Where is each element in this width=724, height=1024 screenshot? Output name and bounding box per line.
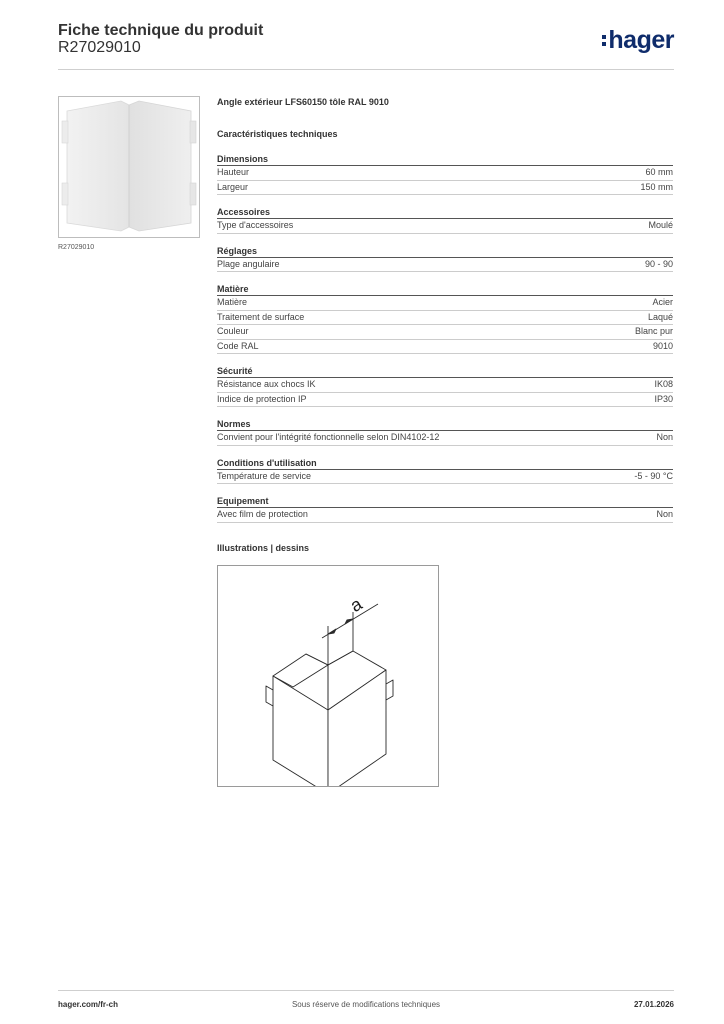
spec-row bbox=[217, 340, 673, 355]
spec-row bbox=[217, 311, 673, 326]
section-title: Accessoires bbox=[217, 205, 673, 219]
page-footer bbox=[58, 990, 674, 1014]
logo-dots-icon bbox=[602, 35, 606, 46]
spec-row bbox=[217, 219, 673, 234]
spec-label: Code RAL bbox=[217, 340, 259, 351]
section-title: Equipement bbox=[217, 494, 673, 508]
spec-row bbox=[217, 431, 673, 446]
spec-value: 9010 bbox=[652, 340, 673, 351]
specs-column bbox=[217, 96, 673, 556]
spec-label: Traitement de surface bbox=[217, 311, 305, 322]
spec-label: Température de service bbox=[217, 470, 312, 481]
spec-sections bbox=[217, 152, 673, 523]
spec-label: Largeur bbox=[217, 181, 249, 192]
spec-section bbox=[217, 456, 673, 485]
spec-value: Laqué bbox=[647, 311, 673, 322]
spec-section bbox=[217, 282, 673, 354]
spec-value: Blanc pur bbox=[634, 326, 673, 336]
section-title: Sécurité bbox=[217, 364, 673, 378]
spec-value: -5 - 90 °C bbox=[634, 470, 673, 481]
technical-drawing bbox=[217, 565, 439, 787]
spec-section bbox=[217, 152, 673, 195]
spec-value: IK08 bbox=[654, 379, 673, 389]
spec-row bbox=[217, 470, 673, 485]
spec-label: Hauteur bbox=[217, 167, 250, 177]
logo-text: hager bbox=[608, 25, 674, 54]
spec-value: Acier bbox=[652, 297, 673, 307]
spec-row bbox=[217, 393, 673, 408]
spec-label: Matière bbox=[217, 297, 248, 307]
spec-label: Plage angulaire bbox=[217, 258, 280, 269]
section-title: Dimensions bbox=[217, 152, 673, 166]
spec-value: Non bbox=[656, 432, 673, 442]
hager-logo bbox=[602, 26, 674, 54]
section-title: Conditions d'utilisation bbox=[217, 456, 673, 470]
product-reference: R27029010 bbox=[58, 39, 141, 56]
spec-value: 90 - 90 bbox=[644, 258, 673, 269]
product-name: Angle extérieur LFS60150 tôle RAL 9010 bbox=[217, 97, 389, 107]
photo-caption: R27029010 bbox=[58, 244, 95, 251]
spec-label: Convient pour l'intégrité fonctionnelle selon DIN4102-12 bbox=[217, 432, 440, 442]
spec-section bbox=[217, 364, 673, 407]
spec-value: Non bbox=[656, 509, 673, 519]
spec-section bbox=[217, 205, 673, 234]
spec-value: 60 mm bbox=[645, 167, 673, 177]
spec-label: Type d'accessoires bbox=[217, 220, 294, 230]
section-title: Normes bbox=[217, 417, 673, 431]
spec-row bbox=[217, 166, 673, 181]
spec-label: Avec film de protection bbox=[217, 509, 308, 519]
product-photo-image bbox=[59, 97, 199, 237]
footer-website-link[interactable]: hager.com/fr-ch bbox=[58, 1000, 119, 1009]
spec-label: Indice de protection IP bbox=[217, 393, 307, 404]
spec-value: Moulé bbox=[648, 220, 673, 230]
footer-date: 27.01.2026 bbox=[633, 1000, 674, 1009]
tech-specs-title: Caractéristiques techniques bbox=[217, 129, 338, 139]
spec-value: 150 mm bbox=[640, 181, 673, 192]
footer-notice: Sous réserve de modifications techniques bbox=[291, 1000, 441, 1009]
section-title: Réglages bbox=[217, 244, 673, 258]
spec-section bbox=[217, 494, 673, 523]
spec-section bbox=[217, 417, 673, 446]
section-title: Matière bbox=[217, 282, 673, 296]
spec-section bbox=[217, 244, 673, 273]
page-header bbox=[58, 20, 674, 70]
drawing-svg bbox=[218, 566, 438, 786]
page-title: Fiche technique du produit bbox=[58, 22, 264, 39]
spec-value: IP30 bbox=[654, 393, 673, 404]
product-photo bbox=[58, 96, 200, 238]
spec-row bbox=[217, 325, 673, 340]
spec-row bbox=[217, 508, 673, 523]
spec-row bbox=[217, 258, 673, 273]
illustrations-title: Illustrations | dessins bbox=[217, 542, 310, 553]
spec-row bbox=[217, 296, 673, 311]
spec-row bbox=[217, 378, 673, 393]
spec-row bbox=[217, 181, 673, 196]
spec-label: Couleur bbox=[217, 326, 249, 336]
spec-label: Résistance aux chocs IK bbox=[217, 379, 316, 389]
dimension-label: a bbox=[346, 593, 366, 616]
